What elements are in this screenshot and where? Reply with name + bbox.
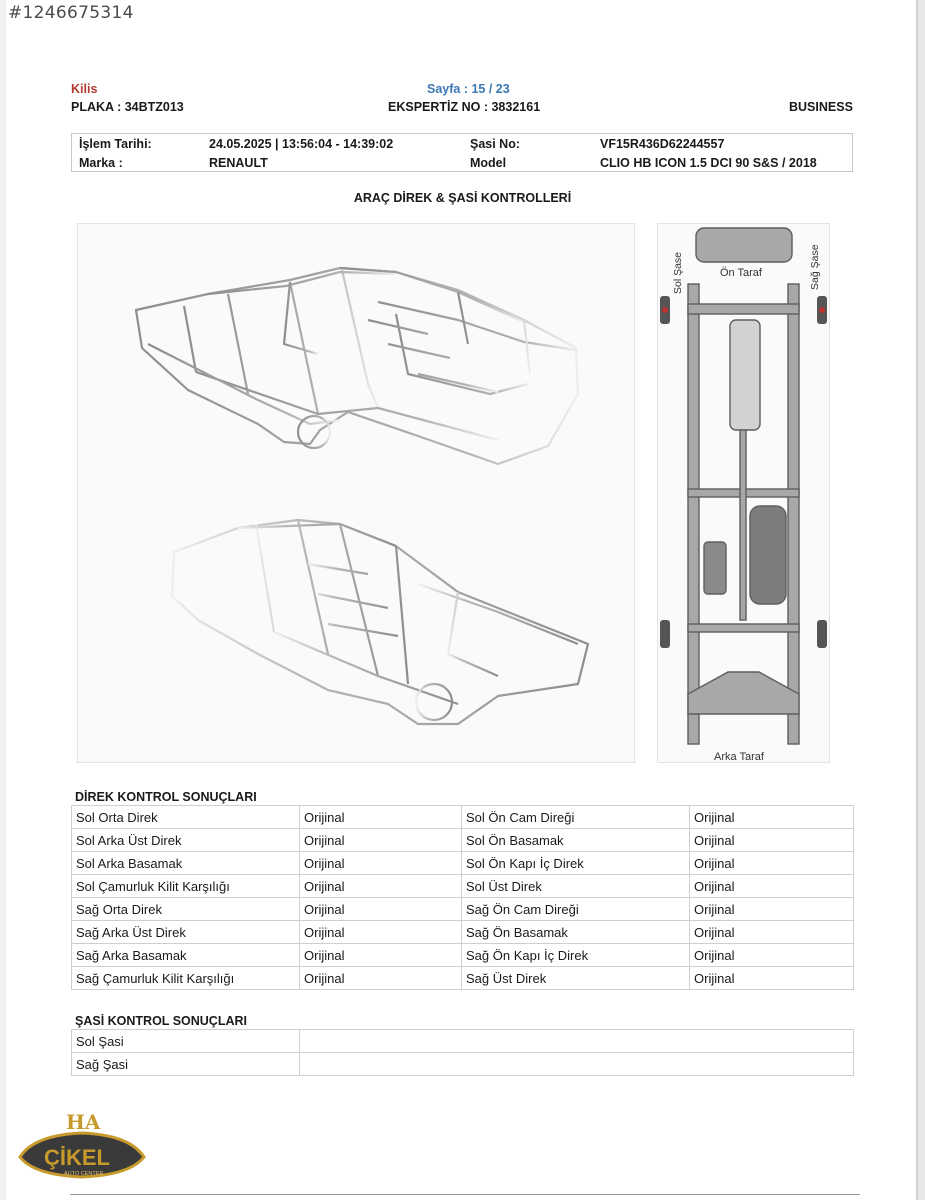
direk-part-name: Sol Ön Basamak	[462, 829, 690, 852]
table-row	[72, 852, 854, 875]
crossmember-1	[688, 304, 799, 314]
left-front-marker	[662, 307, 668, 313]
model-label: Model	[470, 156, 507, 170]
direk-result: Orijinal	[300, 852, 462, 875]
direk-result: Orijinal	[300, 944, 462, 967]
table-row	[72, 898, 854, 921]
direk-result: Orijinal	[690, 967, 854, 990]
direk-result: Orijinal	[300, 875, 462, 898]
model-value: CLIO HB ICON 1.5 DCI 90 S&S / 2018	[600, 156, 817, 170]
sasi-table-title: ŞASİ KONTROL SONUÇLARI	[75, 1014, 247, 1028]
logo-svg	[14, 1105, 150, 1191]
logo-name: ÇİKEL	[44, 1145, 110, 1170]
direk-part-name: Sağ Üst Direk	[462, 967, 690, 990]
direk-result: Orijinal	[300, 921, 462, 944]
direk-part-name: Sol Ön Cam Direği	[462, 806, 690, 829]
rear-crossmember	[688, 672, 799, 714]
table-row	[72, 1030, 854, 1053]
right-front-marker	[819, 307, 825, 313]
direk-part-name: Sağ Ön Basamak	[462, 921, 690, 944]
direk-result: Orijinal	[690, 921, 854, 944]
direk-result: Orijinal	[300, 829, 462, 852]
right-rear-wheel	[817, 620, 827, 648]
engine-block	[730, 320, 760, 430]
exhaust-muffler	[704, 542, 726, 594]
islem-label: İşlem Tarihi:	[79, 137, 152, 151]
city-name: Kilis	[71, 82, 98, 96]
table-row	[72, 944, 854, 967]
crossmember-3	[688, 624, 799, 632]
front-crossmember	[696, 228, 792, 262]
body-shell-illustration	[77, 223, 635, 763]
direk-part-name: Sağ Ön Kapı İç Direk	[462, 944, 690, 967]
body-shell-bottom	[172, 520, 588, 724]
direk-result: Orijinal	[300, 898, 462, 921]
body-shell-svg	[78, 224, 634, 762]
rear-side-label: Arka Taraf	[714, 751, 764, 762]
direk-part-name: Sol Çamurluk Kilit Karşılığı	[72, 875, 300, 898]
direk-result: Orijinal	[300, 806, 462, 829]
fuel-tank	[750, 506, 786, 604]
direk-part-name: Sağ Arka Basamak	[72, 944, 300, 967]
company-logo	[14, 1105, 150, 1191]
direk-part-name: Sol Üst Direk	[462, 875, 690, 898]
direk-results-table	[71, 805, 854, 990]
islem-value: 24.05.2025 | 13:56:04 - 14:39:02	[209, 137, 394, 151]
plate-number: PLAKA : 34BTZ013	[71, 100, 184, 114]
expertiz-number: EKSPERTİZ NO : 3832161	[388, 100, 541, 114]
sasi-result	[300, 1030, 854, 1053]
page-number: Sayfa : 15 / 23	[427, 82, 510, 96]
direk-result: Orijinal	[690, 875, 854, 898]
sasi-label: Şasi No:	[470, 137, 521, 151]
direk-part-name: Sol Orta Direk	[72, 806, 300, 829]
table-row	[72, 921, 854, 944]
front-side-label: Ön Taraf	[720, 267, 762, 279]
direk-part-name: Sağ Ön Cam Direği	[462, 898, 690, 921]
direk-result: Orijinal	[690, 898, 854, 921]
table-row	[72, 829, 854, 852]
direk-result: Orijinal	[300, 967, 462, 990]
chassis-diagram	[657, 223, 830, 763]
direk-part-name: Sağ Orta Direk	[72, 898, 300, 921]
direk-result: Orijinal	[690, 944, 854, 967]
direk-part-name: Sol Arka Basamak	[72, 852, 300, 875]
right-chassis-label: Sağ Şase	[809, 244, 821, 290]
direk-result: Orijinal	[690, 806, 854, 829]
direk-part-name: Sağ Arka Üst Direk	[72, 921, 300, 944]
table-row	[72, 967, 854, 990]
direk-part-name: Sol Arka Üst Direk	[72, 829, 300, 852]
direk-result: Orijinal	[690, 829, 854, 852]
sasi-results-table	[71, 1029, 854, 1076]
table-row	[72, 1053, 854, 1076]
table-row	[72, 806, 854, 829]
left-frame-rail	[688, 284, 699, 744]
sasi-part-name: Sağ Şasi	[72, 1053, 300, 1076]
listing-id-watermark: #1246675314	[8, 3, 134, 23]
sasi-value: VF15R436D62244557	[600, 137, 725, 151]
table-row	[72, 875, 854, 898]
direk-part-name: Sol Ön Kapı İç Direk	[462, 852, 690, 875]
marka-value: RENAULT	[209, 156, 268, 170]
sasi-result	[300, 1053, 854, 1076]
left-chassis-label: Sol Şase	[672, 251, 684, 294]
direk-table-title: DİREK KONTROL SONUÇLARI	[75, 790, 257, 804]
sasi-part-name: Sol Şasi	[72, 1030, 300, 1053]
direk-part-name: Sağ Çamurluk Kilit Karşılığı	[72, 967, 300, 990]
left-rear-wheel	[660, 620, 670, 648]
package-name: BUSINESS	[789, 100, 853, 114]
section-title: ARAÇ DİREK & ŞASİ KONTROLLERİ	[353, 191, 572, 205]
marka-label: Marka :	[79, 156, 123, 170]
vehicle-info-box	[71, 133, 853, 172]
right-frame-rail	[788, 284, 799, 744]
page-edge	[918, 0, 925, 1200]
logo-initials: HA	[66, 1110, 101, 1134]
driveshaft	[740, 430, 746, 620]
direk-result: Orijinal	[690, 852, 854, 875]
scan-left-edge	[0, 0, 6, 1200]
chassis-diagram-svg	[658, 224, 829, 762]
logo-tagline: AUTO CENTER	[64, 1171, 104, 1177]
body-shell-top	[136, 268, 578, 464]
